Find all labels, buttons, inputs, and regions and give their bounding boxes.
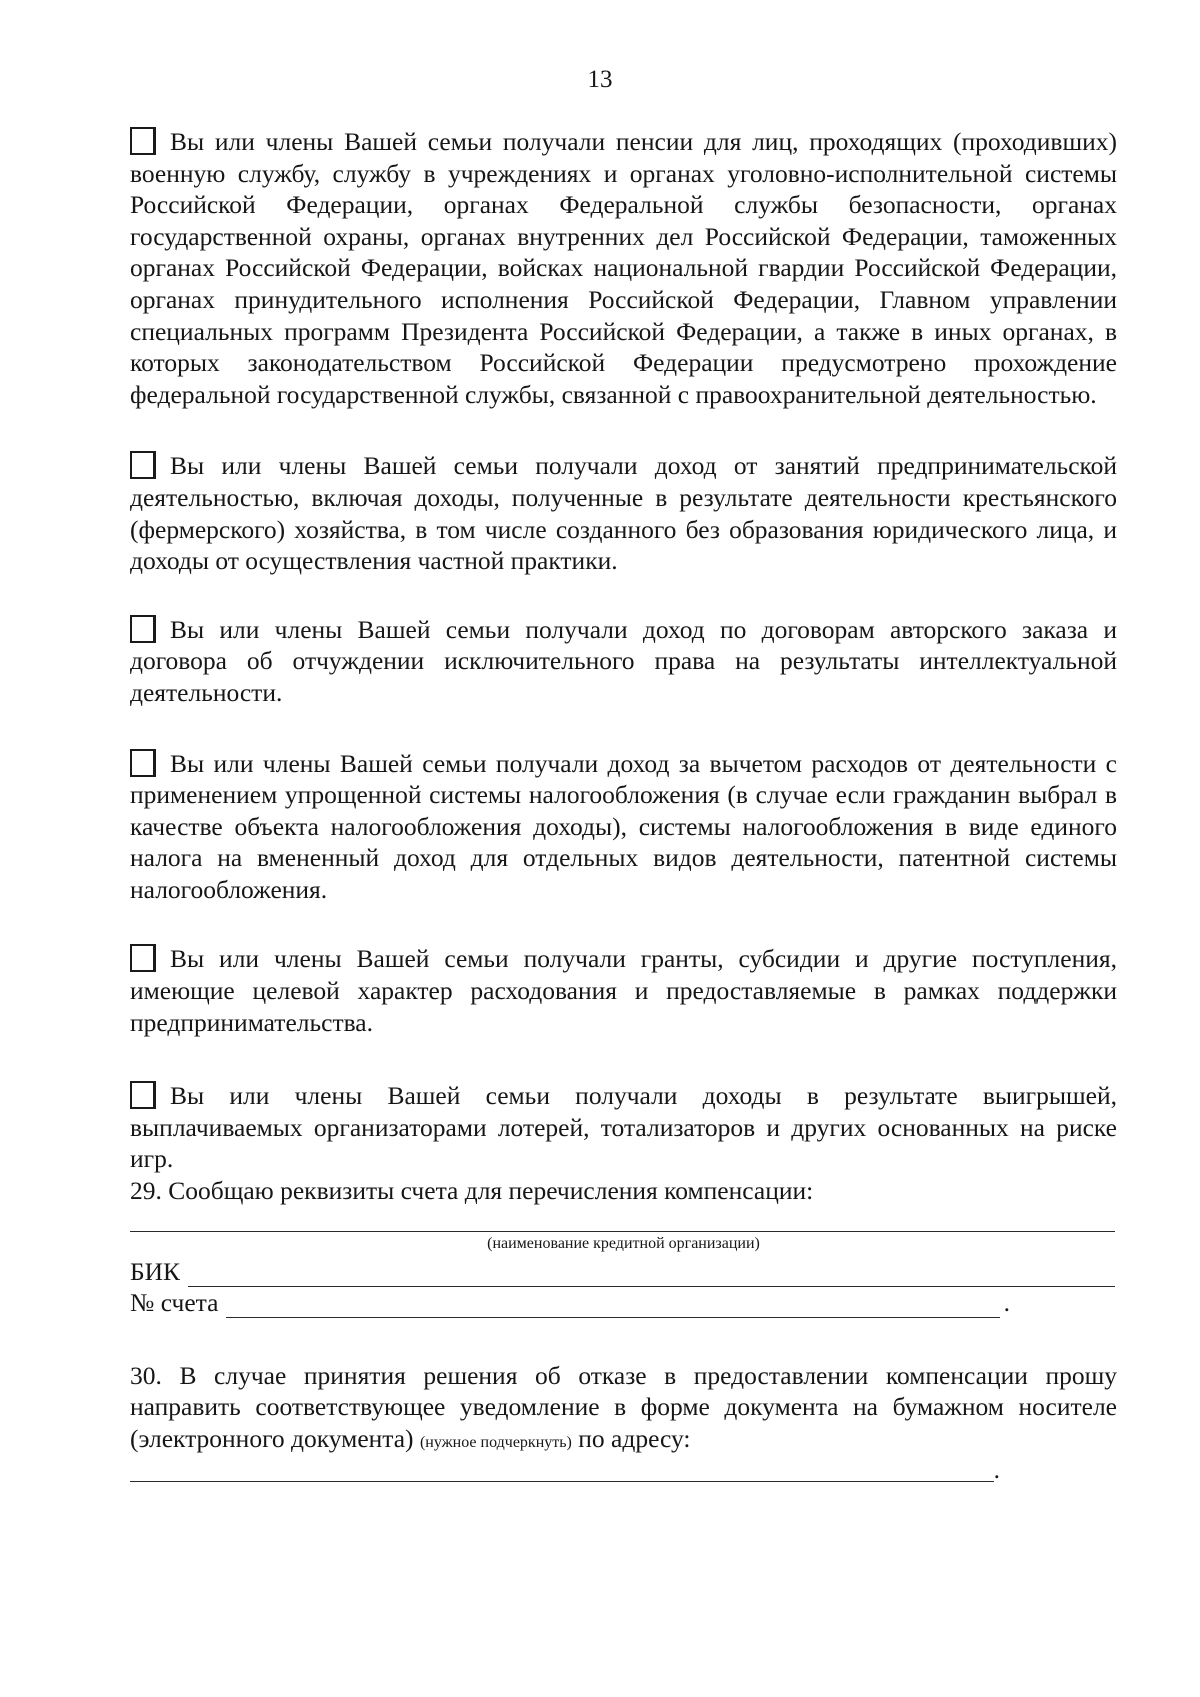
form-content xyxy=(130,126,1117,1485)
option-6-checkbox[interactable] xyxy=(130,1081,156,1109)
option-1 xyxy=(130,126,1117,410)
option-2 xyxy=(130,450,1117,576)
address-field[interactable] xyxy=(130,1459,994,1482)
option-1-text: Вы или члены Вашей семьи получали пенсии для лиц, проходящих (проходивших) военную службу, службу в учреждениях и органах уголовно-исполнительной системы Российской Федерации, органах Федеральной службы безопасности, органах государственной охраны, органах внутренних дел Российской Федерации, таможенных органах Российской Федерации, войсках национальной гвардии Российской Федерации, органах принудительного исполнения Российской Федерации, Главном управлении специальных программ Президента Российской Федерации, а также в иных органах, в которых законодательством Российской Федерации предусмотрено прохождение федеральной государственной службы, связанной с правоохранительной деятельностью. xyxy=(130,127,1117,409)
bank-name-field[interactable] xyxy=(130,1215,1115,1232)
account-period: . xyxy=(1003,1287,1010,1317)
bik-row xyxy=(130,1256,1115,1287)
account-label: № счета xyxy=(130,1287,219,1317)
account-field[interactable] xyxy=(226,1293,999,1318)
option-2-text: Вы или члены Вашей семьи получали доход от занятий предпринимательской деятельностью, включая доходы, полученные в результате деятельности крестьянского (фермерского) хозяйства, в том числе созданного без образования юридического лица, и доходы от осуществления частной практики. xyxy=(130,451,1117,576)
option-5-checkbox[interactable] xyxy=(130,944,156,972)
option-3-text: Вы или члены Вашей семьи получали доход по договорам авторского заказа и договора об отчуждении исключительного права на результаты интеллектуальной деятельности. xyxy=(130,614,1117,707)
bik-label: БИК xyxy=(130,1256,181,1286)
bik-field[interactable] xyxy=(188,1262,1115,1287)
section-30-text xyxy=(130,1360,1117,1459)
option-3-checkbox[interactable] xyxy=(130,615,156,643)
option-5 xyxy=(130,943,1117,1038)
section-30-main: 30. В случае принятия решения об отказе в предоставлении компенсации прошу направить соответствующее уведомление в форме документа на бумажном носителе (электронного документа) xyxy=(130,1360,1117,1453)
section-30-note: (нужное подчеркнуть) xyxy=(419,1433,572,1451)
section-30-tail: по адресу: xyxy=(578,1423,691,1453)
option-6 xyxy=(130,1080,1117,1175)
address-row xyxy=(130,1455,1000,1485)
bank-name-caption: (наименование кредитной организации) xyxy=(487,1234,760,1252)
option-4 xyxy=(130,748,1117,906)
account-row xyxy=(130,1287,1010,1318)
address-period: . xyxy=(993,1455,1000,1485)
option-2-checkbox[interactable] xyxy=(130,451,156,479)
option-3 xyxy=(130,614,1117,709)
option-4-checkbox[interactable] xyxy=(130,749,156,777)
option-4-text: Вы или члены Вашей семьи получали доход за вычетом расходов от деятельности с применением упрощенной системы налогообложения (в случае если гражданин выбрал в качестве объекта налогообложения доходы), системы налогообложения в виде единого налога на вмененный доход для отдельных видов деятельности, патентной системы налогообложения. xyxy=(130,748,1117,904)
option-1-checkbox[interactable] xyxy=(130,127,156,155)
option-6-text: Вы или члены Вашей семьи получали доходы в результате выигрышей, выплачиваемых организаторами лотерей, тотализаторов и других основанных на риске игр. xyxy=(130,1081,1117,1174)
option-5-text: Вы или члены Вашей семьи получали гранты, субсидии и другие поступления, имеющие целевой характер расходования и предоставляемые в рамках поддержки предпринимательства. xyxy=(130,944,1117,1037)
page-number: 13 xyxy=(587,66,613,93)
section-29-title: 29. Сообщаю реквизиты счета для перечисления компенсации: xyxy=(130,1176,814,1206)
